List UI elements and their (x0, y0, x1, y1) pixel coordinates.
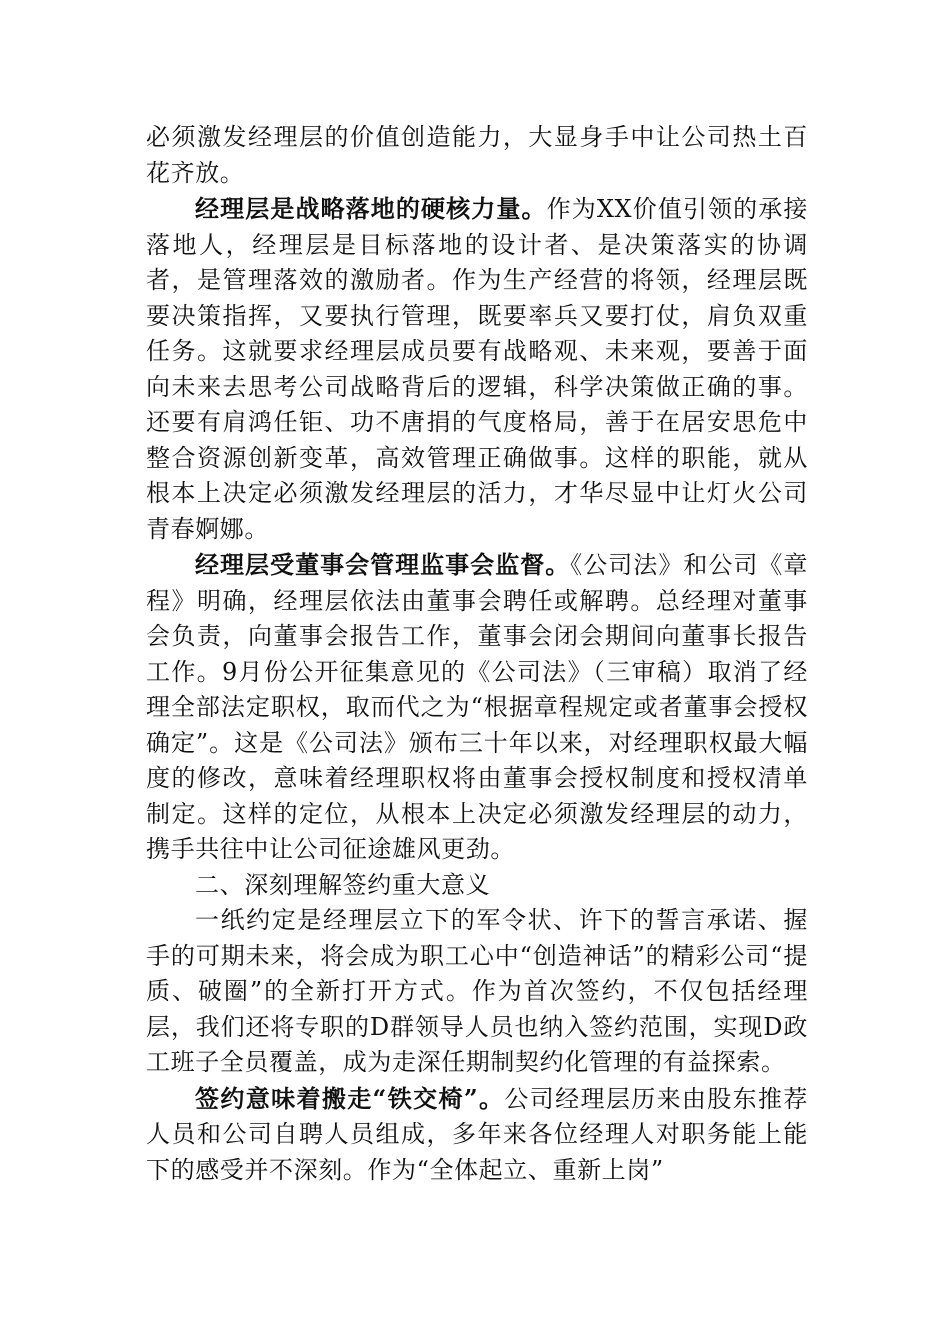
paragraph-text: 作为XX价值引领的承接落地人，经理层是目标落地的设计者、是决策落实的协调者，是管理落效的激励者。作为生产经营的将领，经理层既要决策指挥，又要执行管理，既要率兵又要打仗，肩负双重任务。这就要求经理层成员要有战略观、未来观，要善于面向未来去思考公司战略背后的逻辑，科学决策做正确的事。还要有肩鸿任钜、功不唐捐的气度格局，善于在居安思危中整合资源创新变革，高效管理正确做事。这样的职能，就从根本上决定必须激发经理层的活力，才华尽显中让灯火公司青春婀娜。 (146, 195, 808, 543)
paragraph-strategy (146, 191, 808, 547)
paragraph-text: 公司经理层历来由股东推荐人员和公司自聘人员组成，多年来各位经理人对职务能上能下的感受并不深刻。作为“全体起立、重新上岗” (146, 1084, 808, 1184)
paragraph-text: 必须激发经理层的价值创造能力，大显身手中让公司热土百花齐放。 (146, 123, 808, 187)
paragraph-board-supervision (146, 547, 808, 868)
section-heading: 二、深刻理解签约重大意义 (195, 870, 491, 899)
paragraph-contract-intro (146, 903, 808, 1081)
paragraph-lead: 经理层是战略落地的硬核力量。 (195, 194, 547, 223)
paragraph-text: 《公司法》和公司《章程》明确，经理层依法由董事会聘任或解聘。总经理对董事会负责，向董事会报告工作，董事会闭会期间向董事长报告工作。9月份公开征集意见的《公司法》（三审稿）取消了经理全部法定职权，取而代之为“根据章程规定或者董事会授权确定”。这是《公司法》颁布三十年以来，对经理职权最大幅度的修改，意味着经理职权将由董事会授权制度和授权清单制定。这样的定位，从根本上决定必须激发经理层的动力，携手共往中让公司征途雄风更劲。 (146, 551, 808, 863)
paragraph-lead: 经理层受董事会管理监事会监督。 (195, 550, 571, 579)
paragraph-lead: 签约意味着搬走“铁交椅”。 (195, 1083, 505, 1113)
paragraph-text: 一纸约定是经理层立下的军令状、许下的誓言承诺、握手的可期未来，将会成为职工心中“创造神话”的精彩公司“提质、破圈”的全新打开方式。作为首次签约，不仅包括经理层，我们还将专职的D群领导人员也纳入签约范围，实现D政工班子全员覆盖，成为走深任期制契约化管理的有益探索。 (146, 906, 808, 1076)
paragraph-iron-chair (146, 1081, 808, 1189)
paragraph-continuation (146, 120, 808, 191)
document-page (146, 120, 808, 1188)
